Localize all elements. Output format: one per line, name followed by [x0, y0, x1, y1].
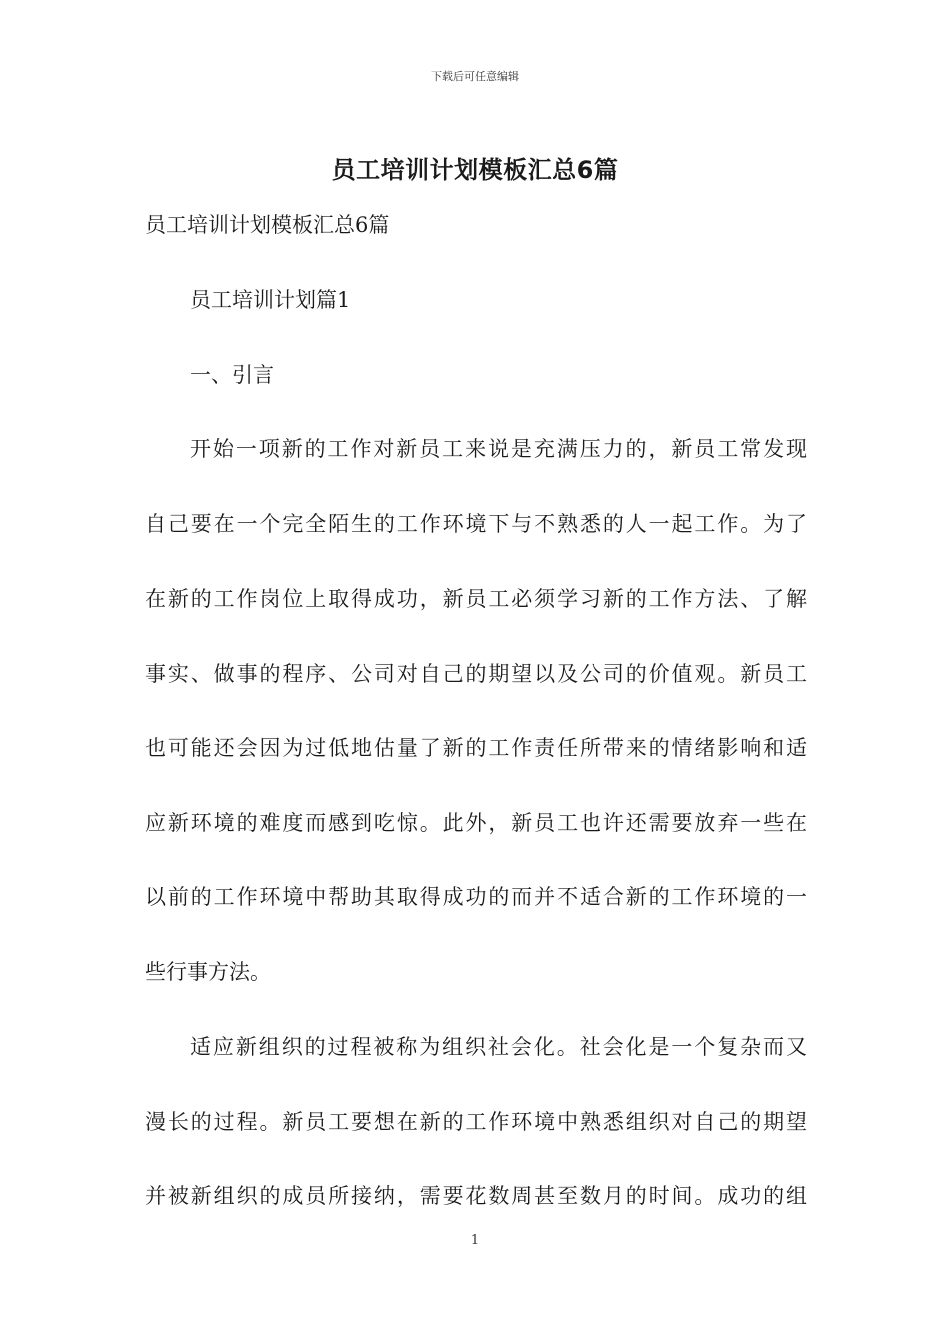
- paragraph-line: 以前的工作环境中帮助其取得成功的而并不适合新的工作环境的一: [145, 885, 807, 909]
- section-heading: 员工培训计划篇1: [190, 288, 351, 312]
- document-title: 员工培训计划模板汇总6篇: [331, 156, 619, 184]
- paragraph-line: 也可能还会因为过低地估量了新的工作责任所带来的情绪影响和适: [145, 736, 807, 760]
- subtitle-line: 员工培训计划模板汇总6篇: [145, 213, 390, 237]
- paragraph-line: 自己要在一个完全陌生的工作环境下与不熟悉的人一起工作。为了: [145, 512, 807, 536]
- page-number: 1: [470, 1233, 480, 1248]
- paragraph-line: 事实、做事的程序、公司对自己的期望以及公司的价值观。新员工: [145, 662, 807, 686]
- page-header: 下载后可任意编辑: [431, 70, 519, 83]
- paragraph-line: 并被新组织的成员所接纳，需要花数周甚至数月的时间。成功的组: [145, 1184, 807, 1208]
- paragraph-line: 开始一项新的工作对新员工来说是充满压力的，新员工常发现: [190, 437, 807, 461]
- paragraph-line: 应新环境的难度而感到吃惊。此外，新员工也许还需要放弃一些在: [145, 811, 807, 835]
- paragraph-line: 适应新组织的过程被称为组织社会化。社会化是一个复杂而又: [190, 1035, 807, 1059]
- paragraph-line: 些行事方法。: [145, 960, 271, 984]
- paragraph-line: 在新的工作岗位上取得成功，新员工必须学习新的工作方法、了解: [145, 587, 807, 611]
- subsection-heading: 一、引言: [190, 363, 274, 387]
- paragraph-line: 漫长的过程。新员工要想在新的工作环境中熟悉组织对自己的期望: [145, 1110, 807, 1134]
